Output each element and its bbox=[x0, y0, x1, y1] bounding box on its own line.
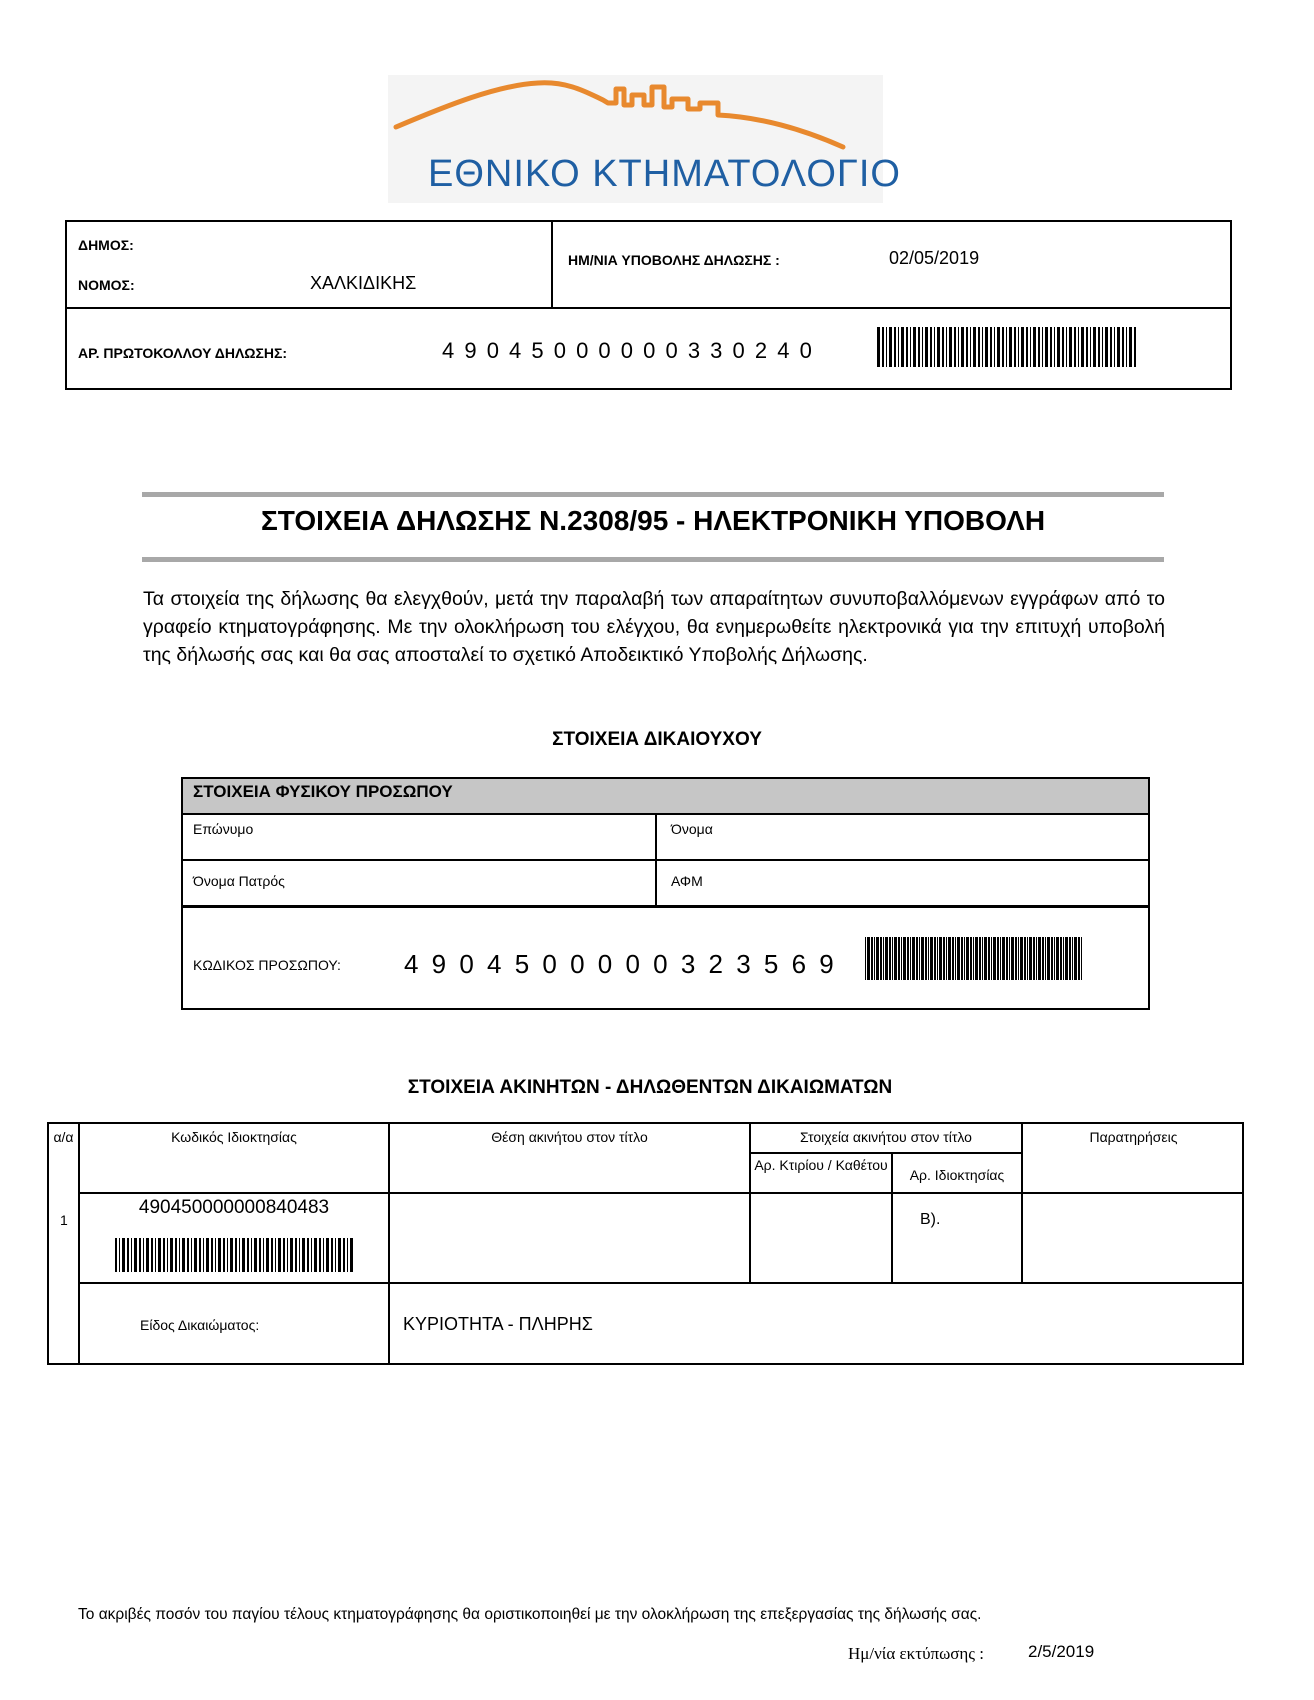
properties-section-title: ΣΤΟΙΧΕΙΑ ΑΚΙΝΗΤΩΝ - ΔΗΛΩΘΕΝΤΩΝ ΔΙΚΑΙΩΜΑΤΩΝ bbox=[407, 1077, 893, 1098]
header-property-details: Στοιχεία ακινήτου στον τίτλο bbox=[800, 1129, 972, 1145]
row-property-no: Β). bbox=[920, 1211, 941, 1228]
print-date-label: Ημ/νία εκτύπωσης : bbox=[848, 1644, 985, 1663]
col-line-code bbox=[388, 1122, 390, 1365]
nomos-label: ΝΟΜΟΣ: bbox=[78, 277, 135, 293]
header-divider bbox=[65, 307, 1232, 309]
property-code-barcode bbox=[115, 1238, 355, 1272]
row-property-code: 490450000000840483 bbox=[138, 1197, 330, 1218]
person-col-divider bbox=[655, 814, 657, 907]
logo-text: ΕΘΝΙΚΟ ΚΤΗΜΑΤΟΛΟΓΙΟ bbox=[428, 153, 901, 195]
header-position: Θέση ακινήτου στον τίτλο bbox=[491, 1129, 648, 1145]
footer-note: Το ακριβές ποσόν του παγίου τέλους κτηματογράφησης θα οριστικοποιηθεί με την ολοκλήρωση της επεξεργασίας της δήλωσής σας. bbox=[78, 1606, 982, 1623]
print-date-value: 2/5/2019 bbox=[1028, 1642, 1095, 1661]
header-building-text: Αρ. Κτιρίου / Καθέτου bbox=[754, 1157, 888, 1173]
header-property-code: Κωδικός Ιδιοκτησίας bbox=[171, 1129, 297, 1145]
logo bbox=[388, 75, 901, 203]
dimos-label: ΔΗΜΟΣ: bbox=[78, 237, 134, 253]
header-aa: α/α bbox=[53, 1129, 74, 1145]
protocol-barcode bbox=[877, 327, 1137, 367]
person-code-label: ΚΩΔΙΚΟΣ ΠΡΟΣΩΠΟΥ: bbox=[193, 957, 341, 973]
col-line-aa bbox=[78, 1122, 80, 1365]
title-rule-top bbox=[142, 492, 1164, 497]
afm-label: ΑΦΜ bbox=[671, 873, 703, 889]
header-remarks: Παρατηρήσεις bbox=[1089, 1129, 1178, 1145]
row-bottom-line bbox=[78, 1282, 1244, 1284]
surname-label: Επώνυμο bbox=[193, 821, 254, 837]
document-title: ΣΤΟΙΧΕΙΑ ΔΗΛΩΣΗΣ Ν.2308/95 - ΗΛΕΚΤΡΟΝΙΚΗ ΥΠΟΒΟΛΗ bbox=[260, 505, 1046, 536]
person-row-divider bbox=[181, 859, 1150, 861]
right-type-label: Είδος Δικαιώματος: bbox=[140, 1317, 260, 1333]
protocol-number: 4 9 0 4 5 0 0 0 0 0 0 3 3 0 2 4 0 bbox=[442, 338, 814, 363]
father-name-label: Όνομα Πατρός bbox=[193, 873, 285, 889]
submission-date-value: 02/05/2019 bbox=[889, 248, 980, 268]
protocol-label: ΑΡ. ΠΡΩΤΟΚΟΛΛΟΥ ΔΗΛΩΣΗΣ: bbox=[78, 345, 288, 361]
title-rule-bottom bbox=[142, 557, 1164, 562]
right-type-value: ΚΥΡΙΟΤΗΤΑ - ΠΛΗΡΗΣ bbox=[403, 1314, 593, 1334]
person-code-value: 4 9 0 4 5 0 0 0 0 0 3 2 3 5 6 9 bbox=[404, 949, 837, 979]
submission-date-label: ΗΜ/ΝΙΑ ΥΠΟΒΟΛΗΣ ΔΗΛΩΣΗΣ : bbox=[568, 252, 780, 268]
col-line-position bbox=[749, 1122, 751, 1284]
header-bottom-line bbox=[78, 1192, 1244, 1194]
col-line-details bbox=[1021, 1122, 1023, 1284]
beneficiary-section-title: ΣΤΟΙΧΕΙΑ ΔΙΚΑΙΟΥΧΟΥ bbox=[552, 729, 762, 750]
header-property-no: Αρ. Ιδιοκτησίας bbox=[909, 1167, 1005, 1183]
person-code-barcode bbox=[865, 937, 1083, 980]
name-label: Όνομα bbox=[671, 821, 713, 837]
header-building bbox=[751, 1154, 891, 1190]
natural-person-title: ΣΤΟΙΧΕΙΑ ΦΥΣΙΚΟΥ ΠΡΟΣΩΠΟΥ bbox=[193, 782, 453, 801]
logo-mountain-skyline-icon bbox=[388, 75, 883, 155]
nomos-value: ΧΑΛΚΙΔΙΚΗΣ bbox=[310, 273, 417, 293]
intro-paragraph: Τα στοιχεία της δήλωσης θα ελεγχθούν, μετά την παραλαβή των απαραίτητων συνυποβαλλόμενων εγγράφων από το γραφείο κτηματογράφησης. Με την ολοκλήρωση του ελέγχου, θα ενημερωθείτε ηλεκτρονικά για την επιτυχή υποβολή της δήλωσής σας και θα σας αποσταλεί το σχετικό Αποδεικτικό Υποβολής Δήλωσης. bbox=[143, 588, 1165, 666]
header-vdivider bbox=[551, 220, 553, 308]
row-aa: 1 bbox=[60, 1212, 68, 1228]
